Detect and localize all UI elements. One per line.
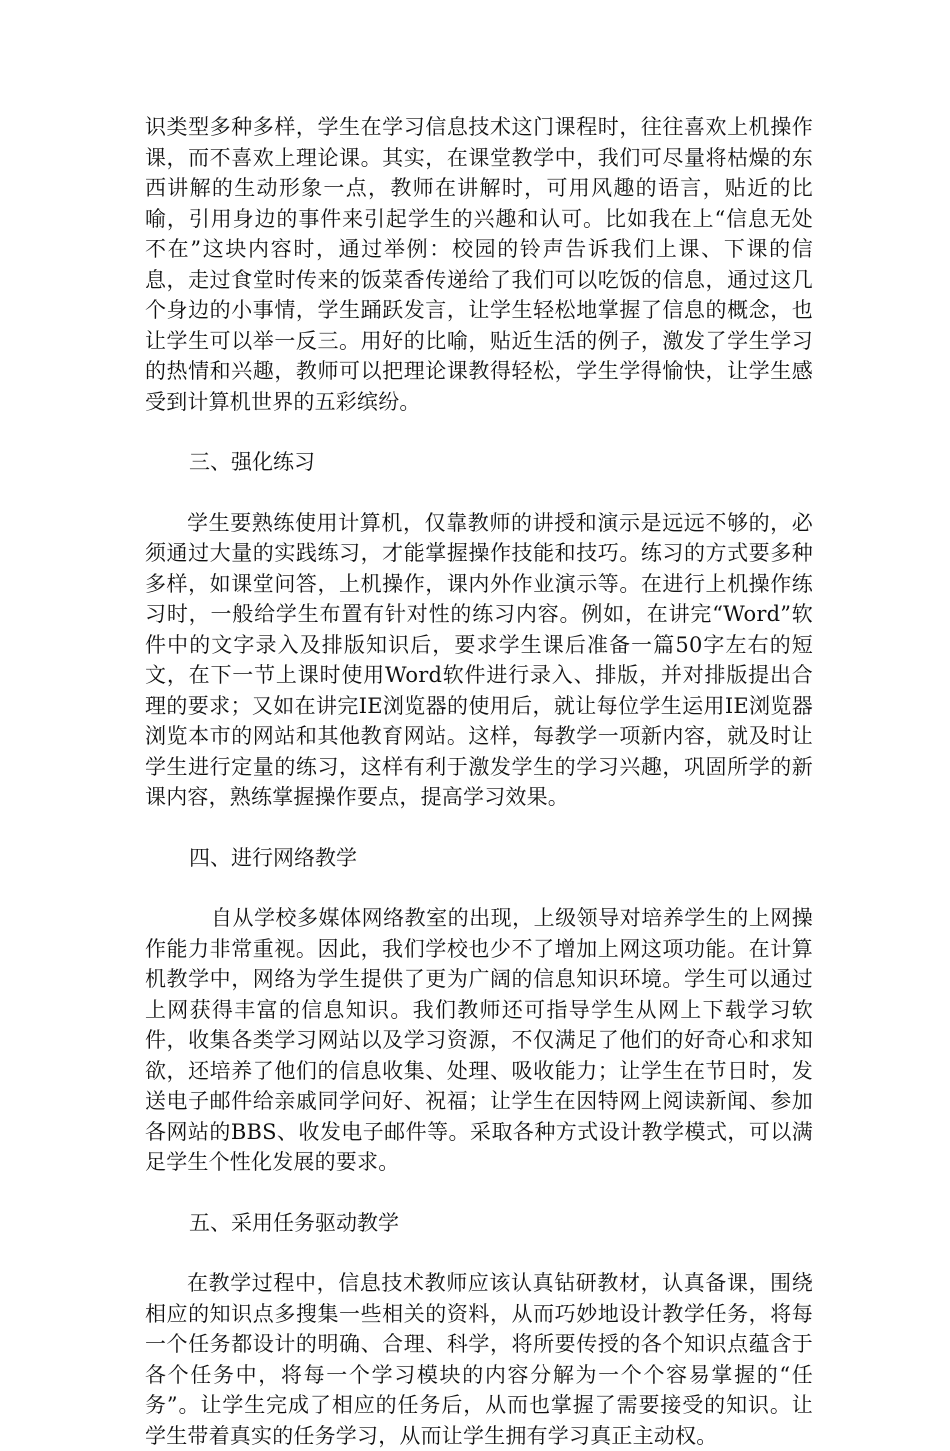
paragraph-gap [145,417,813,447]
section-heading-practice: 三、强化练习 [189,450,315,474]
paragraph-gap [145,813,813,843]
paragraph-gap [145,1238,813,1268]
paragraph-task-driven: 在教学过程中，信息技术教师应该认真钻研教材，认真备课，围绕相应的知识点多搜集一些相关的资料，从而巧妙地设计教学任务，将每一个任务都设计的明确、合理、科学，将所要传授的各个知识点蕴含于各个任务中，将每一个学习模块的内容分解为一个个容易掌握的“任务”。让学生完成了相应的任务后，从而也掌握了需要接受的知识。让学生带着真实的任务学习，从而让学生拥有学习真正主动权。 [145,1271,813,1448]
section-heading-network-teaching: 四、进行网络教学 [189,845,357,870]
paragraph-gap [145,478,813,508]
paragraph-teaching-method: 识类型多种多样，学生在学习信息技术这门课程时，往往喜欢上机操作课，而不喜欢上理论课。其实，在课堂教学中，我们可尽量将枯燥的东西讲解的生动形象一点，教师在讲解时，可用风趣的语言，贴近的比喻，引用身边的事件来引起学生的兴趣和认可。比如我在上“信息无处不在”这块内容时，通过举例：校园的铃声告诉我们上课、下课的信息，走过食堂时传来的饭菜香传递给了我们可以吃饭的信息，通过这几个身边的小事情，学生踊跃发言，让学生轻松地掌握了信息的概念，也让学生可以举一反三。用好的比喻，贴近生活的例子，激发了学生学习的热情和兴趣，教师可以把理论课教得轻松，学生学得愉快，让学生感受到计算机世界的五彩缤纷。 [145,115,813,414]
paragraph-gap [145,1178,813,1208]
paragraph-network-teaching: 自从学校多媒体网络教室的出现，上级领导对培养学生的上网操作能力非常重视。因此，我们学校也少不了增加上网这项功能。在计算机教学中，网络为学生提供了更为广阔的信息知识环境。学生可以通过上网获得丰富的信息知识。我们教师还可指导学生从网上下载学习软件，收集各类学习网站以及学习资源，不仅满足了他们的好奇心和求知欲，还培养了他们的信息收集、处理、吸收能力；让学生在节日时，发送电子邮件给亲戚同学问好、祝福；让学生在因特网上阅读新闻、参加各网站的BBS、收发电子邮件等。采取各种方式设计教学模式，可以满足学生个性化发展的要求。 [145,906,813,1174]
section-heading-task-driven: 五、采用任务驱动教学 [189,1210,399,1235]
paragraph-gap [145,873,813,903]
paragraph-practice: 学生要熟练使用计算机，仅靠教师的讲授和演示是远远不够的，必须通过大量的实践练习，才能掌握操作技能和技巧。练习的方式要多种多样，如课堂问答，上机操作，课内外作业演示等。在进行上机操作练习时，一般给学生布置有针对性的练习内容。例如，在讲完“Word”软件中的文字录入及排版知识后，要求学生课后准备一篇50字左右的短文，在下一节上课时使用Word软件进行录入、排版，并对排版提出合理的要求；又如在讲完IE浏览器的使用后，就让每位学生运用IE浏览器浏览本市的网站和其他教育网站。这样，每教学一项新内容，就及时让学生进行定量的练习，这样有利于激发学生的学习兴趣，巩固所学的新课内容，熟练掌握操作要点，提高学习效果。 [145,510,813,809]
document-page [145,112,813,1451]
